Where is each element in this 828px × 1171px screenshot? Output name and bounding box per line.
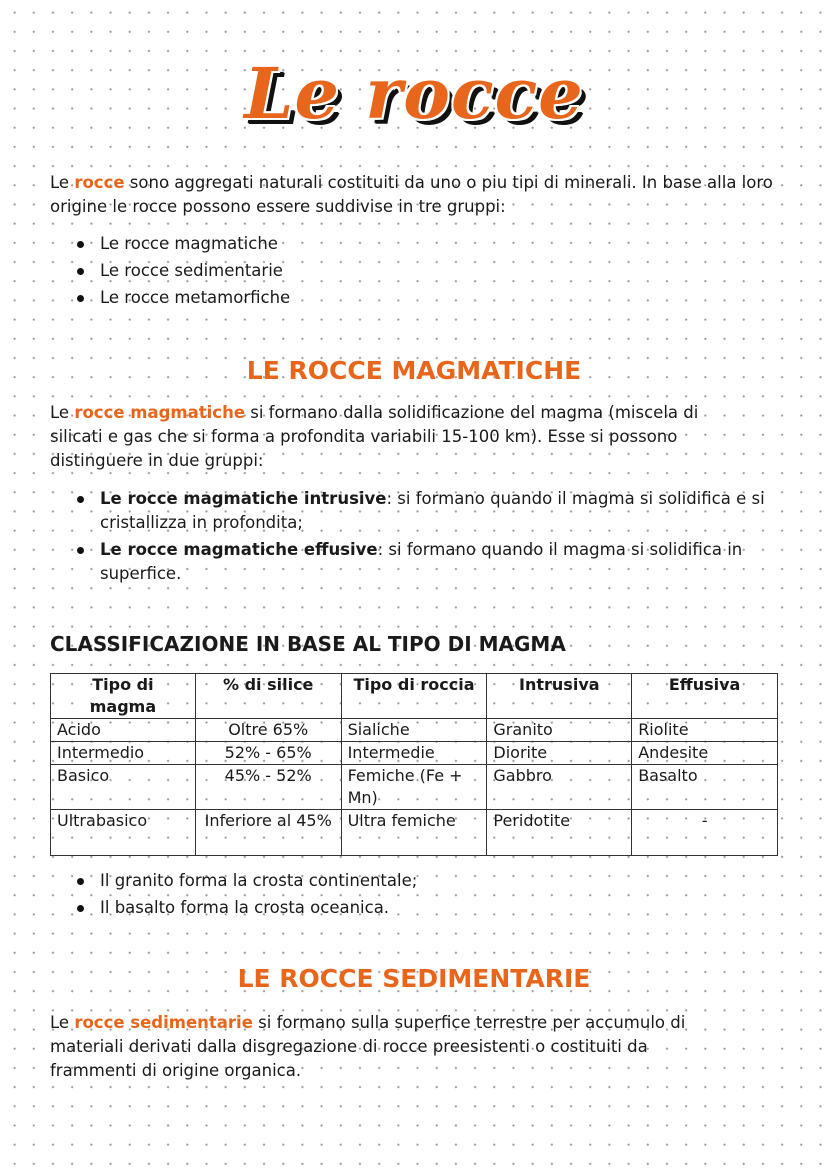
cell: Basico <box>51 765 196 810</box>
list-item: Il granito forma la crosta continentale; <box>50 869 780 893</box>
page-title: Le rocce <box>244 52 584 135</box>
list-item: Le rocce magmatiche <box>50 232 780 256</box>
text: : si formano quando il magma si solidifica in superfice. <box>100 540 743 583</box>
text: Le <box>50 173 75 192</box>
magmatiche-list <box>50 487 780 589</box>
header-cell: Tipo di roccia <box>341 674 487 719</box>
magma-table <box>50 673 778 856</box>
cell: Intermedie <box>341 742 487 765</box>
intro-paragraph <box>50 171 790 219</box>
notes-list <box>50 869 780 923</box>
section-heading-sedimentarie: LE ROCCE SEDIMENTARIE <box>237 964 591 993</box>
header-cell: Tipo di magma <box>51 674 196 719</box>
cell: 52% - 65% <box>195 742 341 765</box>
table-row <box>51 810 778 856</box>
table-row <box>51 719 778 742</box>
text: si formano dalla solidificazione del magma (miscela di silicati e gas che si forma a profondita variabili 15-100 km). Esse si possono distinguere in due gruppi: <box>50 403 699 470</box>
text: : si formano quando il magma si solidifica e si cristallizza in profondita; <box>100 489 765 532</box>
cell: Acido <box>51 719 196 742</box>
list-item: Il basalto forma la crosta oceanica. <box>50 896 780 920</box>
table-header-row <box>51 674 778 719</box>
term: Le rocce magmatiche effusive <box>100 540 378 559</box>
list-item <box>50 487 780 535</box>
cell: Intermedio <box>51 742 196 765</box>
sedimentarie-paragraph <box>50 1011 730 1083</box>
table-row <box>51 742 778 765</box>
list-item: Le rocce sedimentarie <box>50 259 780 283</box>
cell: Andesite <box>632 742 778 765</box>
header-cell: Intrusiva <box>487 674 632 719</box>
cell: Basalto <box>632 765 778 810</box>
cell: Ultrabasico <box>51 810 196 856</box>
table-row <box>51 765 778 810</box>
term: Le rocce magmatiche intrusive <box>100 489 387 508</box>
rock-groups-list <box>50 232 780 313</box>
cell: Femiche (Fe + Mn) <box>341 765 487 810</box>
cell: Oltre 65% <box>195 719 341 742</box>
highlight: rocce <box>74 173 125 192</box>
cell: - <box>632 810 778 856</box>
text: si formano sulla superfice terrestre per accumulo di materiali derivati dalla disgregazione di rocce preesistenti o costituiti da frammenti di origine organica. <box>50 1013 686 1080</box>
highlight: rocce magmatiche <box>74 403 246 422</box>
header-cell: % di silice <box>195 674 341 719</box>
magmatiche-paragraph <box>50 401 730 473</box>
cell: Riolite <box>632 719 778 742</box>
section-heading-magmatiche: LE ROCCE MAGMATICHE <box>246 356 582 385</box>
cell: Ultra femiche <box>341 810 487 856</box>
text: Le <box>50 403 75 422</box>
list-item: Le rocce metamorfiche <box>50 286 780 310</box>
cell: Sialiche <box>341 719 487 742</box>
text: sono aggregati naturali costituiti da uno o piu tipi di minerali. In base alla loro origine le rocce possono essere suddivise in tre gruppi: <box>50 173 773 216</box>
cell: Gabbro <box>487 765 632 810</box>
cell: Diorite <box>487 742 632 765</box>
cell: Peridotite <box>487 810 632 856</box>
list-item <box>50 538 780 586</box>
text: Le <box>50 1013 75 1032</box>
cell: Granito <box>487 719 632 742</box>
cell: 45% - 52% <box>195 765 341 810</box>
header-cell: Effusiva <box>632 674 778 719</box>
cell: Inferiore al 45% <box>195 810 341 856</box>
classification-heading: CLASSIFICAZIONE IN BASE AL TIPO DI MAGMA <box>50 632 566 656</box>
highlight: rocce sedimentarie <box>74 1013 253 1032</box>
